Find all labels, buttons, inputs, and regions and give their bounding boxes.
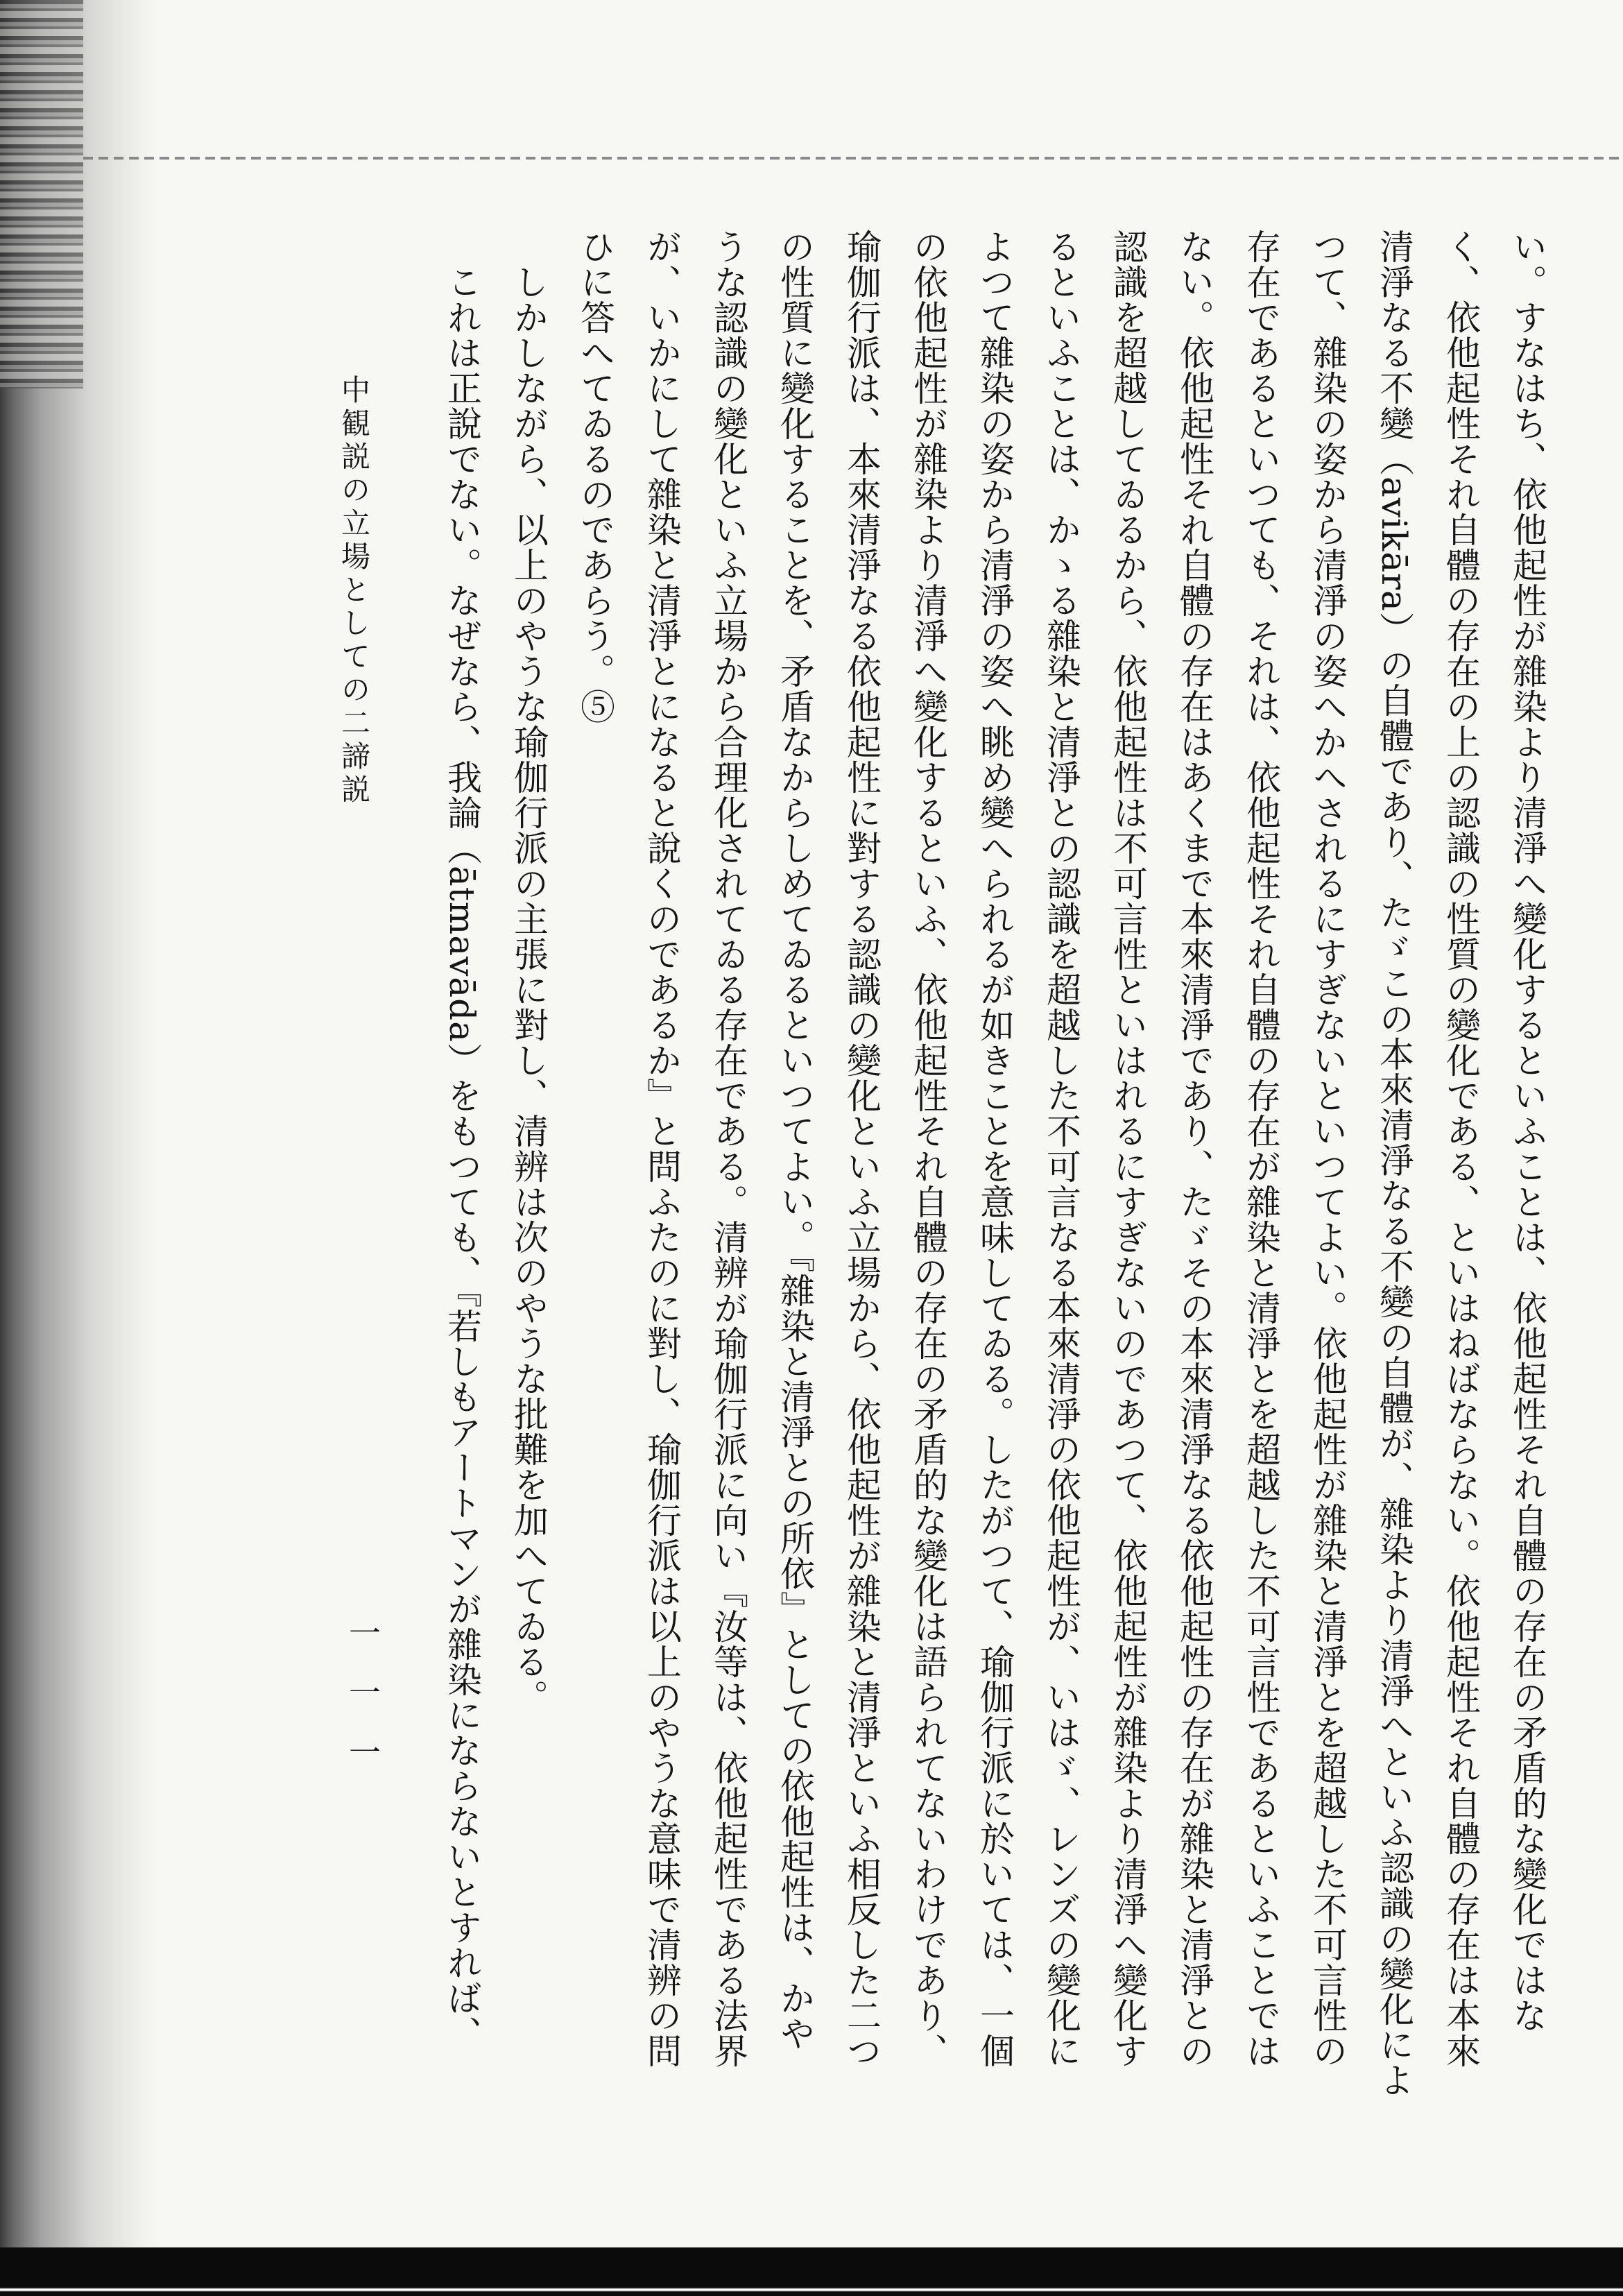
scan-artifact-line bbox=[83, 157, 1623, 160]
body-text: い。すなはち、依他起性が雜染より清淨へ變化するといふことは、依他起性それ自體の存在の矛盾的な變化ではな く、依他起性それ自體の存在の上の認識の性質の變化である、といはねばならない。依他起性それ自體の存在は本來 清淨なる不變（avikāra）の自體であり、たゞこの本來清淨なる不變の自體が、雜染より清淨へといふ認識の變化によ つて、雜染の姿から清淨の姿へかへされるにすぎないといつてよい。依他起性が雜染と清淨とを超越した不可言性の 存在であるといつても、それは、依他起性それ自體の存在が雜染と清淨とを超越した不可言性であるといふことでは ない。依他起性それ自體の存在はあくまで本來清淨であり、たゞその本來清淨なる依他起性の存在が雜染と清淨との 認識を超越してゐるから、依他起性は不可言性といはれるにすぎないのであつて、依他起性が雜染より清淨へ變化す るといふことは、かゝる雜染と清淨との認識を超越した不可言なる本來清淨の依他起性が、いはゞ、レンズの變化に よつて雜染の姿から清淨の姿へ眺め變へられるが如きことを意味してゐる。したがつて、瑜伽行派に於いては、一個 の依他起性が雜染より清淨へ變化するといふ、依他起性それ自體の存在の矛盾的な變化は語られてないわけであり、 瑜伽行派は、本來清淨なる依他起性に對する認識の變化といふ立場から、依他起性が雜染と清淨といふ相反した二つ の性質に變化することを、矛盾なからしめてゐるといつてよい。『雜染と清淨との所依』としての依他起性は、かや うな認識の變化といふ立場から合理化されてゐる存在である。清辨が瑜伽行派に向い『汝等は、依他起性である法界 が、いかにして雜染と清淨とになると說くのであるか』と問ふたのに對し、瑜伽行派は以上のやうな意味で清辨の問 ひに答へてゐるのであらう。⑤ しかしながら、以上のやうな瑜伽行派の主張に對し、清辨は次のやうな批難を加へてゐる。 これは正說でない。なぜなら、我論（ātmavāda）をもつても、『若しもアートマンが雜染にならないとすれば、 bbox=[442, 229, 1547, 2098]
page-number: 一一一 bbox=[344, 1616, 381, 1795]
scan-bottom-border bbox=[0, 2247, 1623, 2296]
running-head: 中観説の立場としての二諦説 bbox=[337, 375, 371, 807]
scan-binding-speckle bbox=[0, 0, 83, 388]
